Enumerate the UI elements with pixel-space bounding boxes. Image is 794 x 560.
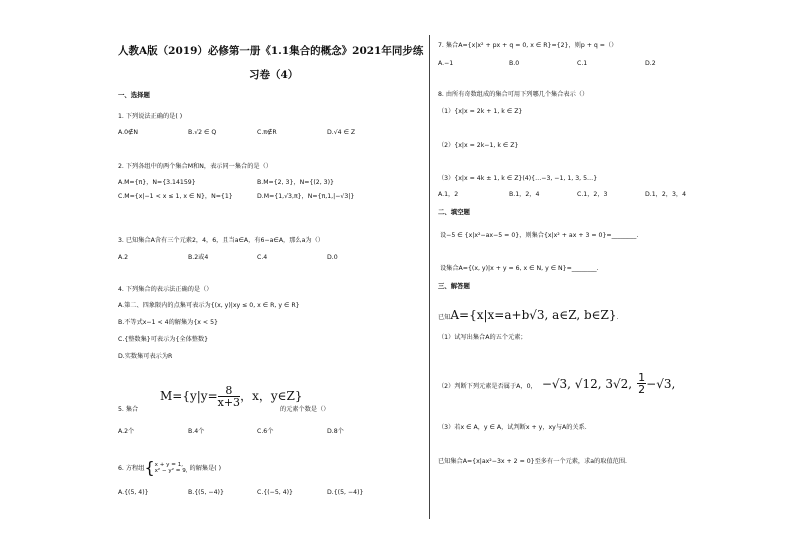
q5-option-c: C.6个 [257,428,274,435]
q3-option-a: A.2 [118,254,129,261]
q5-stem-suffix: 的元素个数是（） [280,406,330,413]
q6-stem: 6. 方程组{ x + y = 1, x² − y² = 9, 的解集是( ) [118,458,222,477]
q2-option-d: D.M={1,√3,π}，N={π,1,|−√3|} [257,193,355,200]
q2-option-b: B.M={2, 3}，N={(2, 3)} [257,179,334,186]
q2-stem: 2. 下列各组中的两个集合M和N，表示同一集合的是（） [118,163,272,170]
fill-question-1: 设−5 ∈ {x|x²−ax−5 = 0}，则集合{x|x² + ax + 3 = 0}=________. [440,232,639,239]
q7-stem: 7. 集合A={x|x² + px + q = 0, x ∈ R}={2}，则p + q =（） [438,42,618,49]
q4-option-c: C.{整数集}可表示为{全体整数} [118,336,209,343]
q7-option-b: B.0 [509,60,520,67]
q4-stem: 4. 下列集合的表示法正确的是（） [118,286,213,293]
q6-option-d: D.{(5, −4)} [327,489,364,496]
q3-option-d: D.0 [327,254,338,261]
q1-stem: 1. 下列说法正确的是( ) [118,113,183,120]
q3-option-c: C.4 [257,254,268,261]
q4-option-a: A.第二、四象限内的点集可表示为{(x, y)|xy ≤ 0, x ∈ R, y ∈ R} [118,302,300,309]
q6-option-a: A.{(5, 4)} [118,489,149,496]
fill-question-2: 设集合A={(x, y)|x + y = 6, x ∈ N, y ∈ N}=________. [440,265,599,272]
q8-answer-d: D.1，2，3，4 [645,191,687,198]
q8-option-1: （1）{x|x = 2k + 1, k ∈ Z} [438,108,523,115]
q1-option-c: C.π∉R [257,129,277,136]
solve-1-part3: （3）若x ∈ A，y ∈ A，试判断x + y，xy与A的关系. [438,424,587,431]
q3-stem: 3. 已知集合A含有三个元素2，4，6，且当a∈A，有6−a∈A，那么a为（） [118,237,324,244]
q4-option-d: D.实数集可表示为R [118,353,173,360]
section-choice: 一、选择题 [118,91,150,99]
q8-answer-c: C.1，2，3 [577,191,608,198]
solve-1-part1: （1）试写出集合A的五个元素； [438,334,527,341]
q5-option-a: A.2个 [118,428,135,435]
q8-stem: 8. 由所有奇数组成的集合可用下列哪几个集合表示（） [438,91,589,98]
q7-option-c: C.1 [577,60,588,67]
q1-option-b: B.√2 ∈ Q [188,129,217,136]
q8-option-3: （3）{x|x = 4k ± 1, k ∈ Z}(4){…−3, −1, 1, 3, 5…} [438,175,598,182]
column-divider [429,35,430,519]
q1-option-a: A.0∉N [118,129,139,136]
doc-title-line2: 习卷（4） [249,69,299,81]
q3-option-b: B.2或4 [188,254,209,261]
section-solve: 三、解答题 [438,282,470,290]
q8-answer-b: B.1，2，4 [509,191,540,198]
q7-option-d: D.2 [645,60,656,67]
q4-option-b: B.不等式x−1 < 4的解集为{x < 5} [118,319,218,326]
q5-set-formula: M={y|y= $\frac{8}{x+3}$ ，x，y∈Z} [160,384,303,409]
q1-option-d: D.√4 ∈ Z [327,129,356,136]
section-fill: 二、填空题 [438,208,470,216]
q5-option-b: B.4个 [188,428,205,435]
q5-option-d: D.8个 [327,428,344,435]
solve-1-given: 已知A={x|x=a+b√3, a∈Z, b∈Z}. [438,308,619,322]
q6-option-c: C.{(−5, 4)} [257,489,293,496]
solve-2: 已知集合A={x|ax²−3x + 2 = 0}至多有一个元素，求a的取值范围. [438,458,627,465]
q2-option-c: C.M={x|−1 < x ≤ 1, x ∈ N}，N={1} [118,193,233,200]
doc-title-line1: 人教A版（2019）必修第一册《1.1集合的概念》2021年同步练 [118,45,424,57]
q8-option-2: （2）{x|x = 2k−1, k ∈ Z} [438,142,519,149]
q8-answer-a: A.1，2 [438,191,459,198]
solve-1-part2: （2）判断下列元素是否属于A，0， −√3, √12, 3√2, $\frac{1}{2}$ −√3, [438,371,676,396]
q5-stem-prefix: 5. 集合 [118,406,139,413]
q2-option-a: A.M={π}，N={3.14159} [118,179,196,186]
q7-option-a: A.−1 [438,60,454,67]
q6-option-b: B.{(5, −4)} [188,489,224,496]
